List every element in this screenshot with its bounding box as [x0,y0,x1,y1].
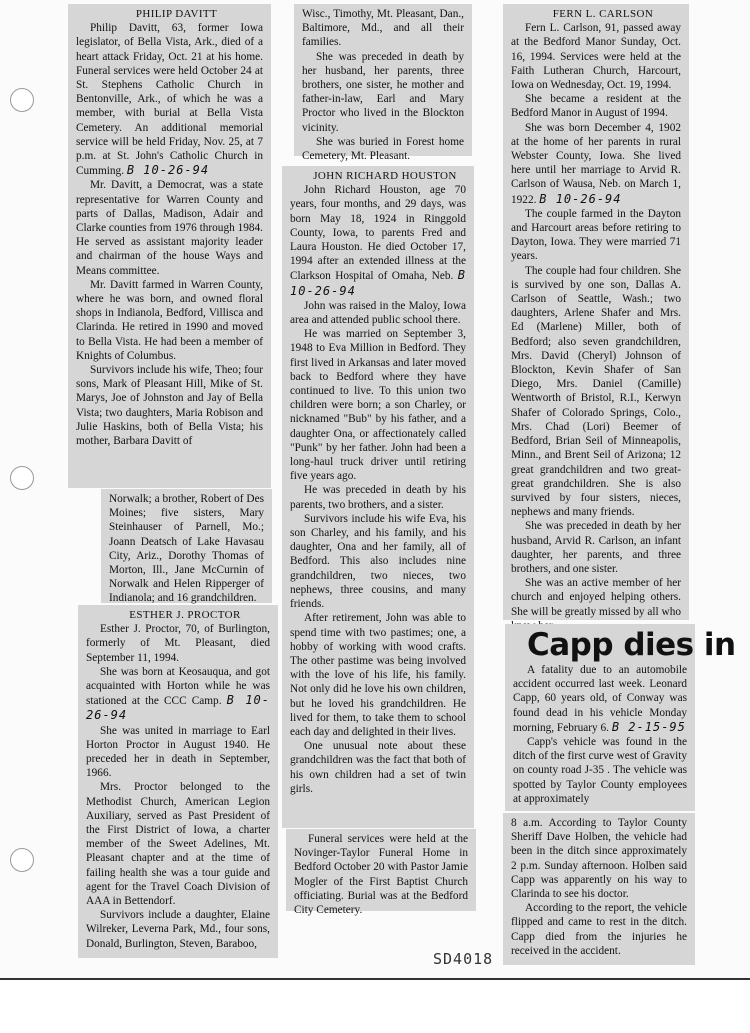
obituary-paragraph: He was preceded in death by his parents, two brothers, and a sister. [290,484,466,511]
obituary-paragraph: Survivors include a daughter, Elaine Wilreker, Leverna Park, Md., four sons, Donald, Burlington, Steven, Baraboo, [86,909,270,950]
binder-hole-bottom [10,848,34,872]
obituary-paragraph: John was raised in the Maloy, Iowa area and attended public school there. [290,299,466,327]
obituary-paragraph: Mrs. Proctor belonged to the Methodist Church, American Legion Auxiliary, served as Past President of the First District of Iowa, a charter member of the Sweet Adelines, Mt. Pleasant chapter and at the time of failing health she was a tour guide and agent for the Travel Coach Division of AAA in Bettendorf. [86,781,270,908]
handwritten-date: B 10-26-94 [539,191,622,206]
paragraph-text: Philip Davitt, 63, former Iowa legislator, of Bella Vista, Ark., died of a heart attack Friday, Oct. 21 at his home. Funeral services were held October 24 at St. Stephens Catholic Church in Bentonville, Ark., of which he was a member, with burial at Bella Vista Cemetery. An additional memorial service will be held Friday, Nov. 25, at 7 p.m. at St. John's Catholic Church in Cumming. [76,22,263,178]
article-paragraph [513,663,687,735]
obituary-headline: FERN L. CARLSON [552,8,654,20]
handwritten-date: B 2-15-95 [611,719,686,734]
article-paragraph: Capp's vehicle was found in the ditch of the first curve west of Gravity on county road J-35 . The vehicle was spotted by Taylor County employees at approximately [513,736,687,805]
obituary-paragraph: Esther J. Proctor, 70, of Burlington, formerly of Mt. Pleasant, died September 11, 1994. [86,623,270,664]
obituary-paragraph: Mr. Davitt, a Democrat, was a state representative for Warren County and parts of Dallas, Madison, Adair and Clarke counties from 1976 through 1984. He served as assistant majority leader and chairman of the house Ways and Means committee. [76,179,263,277]
obituary-paragraph: After retirement, John was able to spend time with two pastimes; one, a hobby of working with wood crafts. The other pastime was being involved with the love of his life, his family. Not only did he love his own children, but he loved his grandchildren. He lived for them, to take them to school each day and delighted in their lives. [290,612,466,738]
obituary-paragraph: Norwalk; a brother, Robert of Des Moines; five sisters, Mary Steinhauser of Parnell, Mo.; Joann Deatsch of Lake Havasau City, Ariz., Dorothy Thomas of Morton, Ill., Jane McCurnin of Norwalk and Helen Ripperger of Indianola; and 16 grandchildren. [109,493,264,605]
article-paragraph: According to the report, the vehicle flipped and came to rest in the ditch. Capp died from the injuries he received in the accident. [511,902,687,957]
paragraph-text: She was born December 4, 1902 at the home of her parents in rural Webster County, Iowa. She lived here until her marriage to Arvid R. Carlson of Wausa, Neb. on March 1, 1922. [511,121,681,206]
obituary-paragraph: She became a resident at the Bedford Manor in August of 1994. [511,93,681,120]
obituary-paragraph: The couple had four children. She is survived by one son, Dallas A. Carlson of Seattle, Wash.; two daughters, Arlene Shafer and Mrs. Ed (Marlene) Miller, both of Bedford; also seven grandchildren, Mrs. David (Cheryl) Johnson of Blockton, Kevin Shafer of San Diego, Mrs. Daniel (Camille) Wentworth of Bristol, R.I., Kerwyn Shafer of Colorado Springs, Colo., Mrs. Chad (Lori) Beemer of Bedford, Brian Seil of Minneapolis, Minn., and Brent Seil of Arizona; 12 great grandchildren and two great-great grandchildren. She is also survived by four sisters, nieces, nephews and many friends. [511,264,681,519]
obituary-paragraph: Survivors include his wife, Theo; four sons, Mark of Pleasant Hill, Mike of St. Marys, Joe of Johnston and Jay of Bella Vista; two daughters, Maria Robison and Julie Haskins, both of Bella Vista; his mother, Barbara Davitt of [76,364,263,448]
page-bottom-edge [0,978,750,980]
obituary-paragraph: Survivors include his wife Eva, his son Charley, and his family, and his daughter, Ona and her family, all of Bedford. This also includes nine grandchildren, two nieces, two nephews, three cousins, and many friends. [290,512,466,611]
obituary-paragraph: The couple farmed in the Dayton and Harcourt areas before retiring to Dayton, Iowa. They were married 71 years. [511,207,681,263]
obituary-john-houston [282,166,474,828]
obituary-john-houston-continued [286,829,476,917]
obituary-paragraph [76,21,263,178]
paragraph-text: John Richard Houston, age 70 years, four months, and 29 days, was born May 18, 1924 in Ringgold County, Iowa, to parents Fred and Laura Houston. He died October 17, 1994 after an extended illness at the Clarkson Hospital of Omaha, Neb. [290,184,466,283]
article-headline: Capp dies in [527,627,736,663]
obituary-paragraph: She was preceded in death by her husband, her parents, three brothers, one sister, he mother and father-in-law, Earl and Mary Proctor who lived in the Blockton vicinity. [302,50,464,134]
obituary-esther-proctor-continued [294,4,472,163]
obituary-paragraph: Fern L. Carlson, 91, passed away at the Bedford Manor Sunday, Oct. 16, 1994. Services were held at the Faith Lutheran Church, Harcourt, Iowa on Wednesday, Oct. 19, 1994. [511,22,681,92]
handwritten-date: B 10-26-94 [290,268,466,298]
obituary-paragraph: She was buried in Forest home Cemetery, Mt. Pleasant. [302,135,464,163]
binder-hole-middle [10,466,34,490]
obituary-paragraph: He was married on September 3, 1948 to Eva Million in Bedford. They first lived in Arkansas and later moved back to Bedford where they have continued to live. To this union two children were born; a son Charley, or nicknamed "Bub" by his father, and a daughter Ona, or affectionately called "Punk" by her father. John had been a long-haul truck driver until retiring five years ago. [290,328,466,483]
obituary-paragraph: Funeral services were held at the Novinger-Taylor Funeral Home in Bedford October 20 with Pastor Jamie Mogler of the First Baptist Church officiating. Burial was at the Bedford City Cemetery. [294,833,468,917]
obituary-headline: ESTHER J. PROCTOR [129,609,241,621]
obituary-paragraph [86,665,270,724]
obituary-paragraph: She was preceded in death by her husband, Arvid R. Carlson, an infant daughter, her parents, and three brothers, and one sister. [511,520,681,575]
obituary-paragraph: Wisc., Timothy, Mt. Pleasant, Dan., Baltimore, Md., and all their families. [302,8,464,49]
paragraph-text: A fatality due to an automobile accident occurred last week. Leonard Capp, 60 years old, of Conway was found dead in his vehicle Monday morning, February 6. [513,664,687,734]
handwritten-date: B 10-26-94 [126,163,210,178]
obituary-headline: PHILIP DAVITT [135,8,218,20]
obituary-philip-davitt-continued [101,489,272,603]
binder-hole-top [10,88,34,112]
obituary-paragraph: She was united in marriage to Earl Horton Proctor in August 1940. He preceded her in death in September, 1966. [86,724,270,780]
obituary-headline: JOHN RICHARD HOUSTON [313,170,457,182]
obituary-paragraph: She was an active member of her church and enjoyed helping others. She will be greatly missed by all who [511,577,681,618]
article-paragraph: 8 a.m. According to Taylor County Sheriff Dave Holben, the vehicle had been in the ditch since approximately 2 p.m. Sunday afternoon. Holben said Capp was apparently on his way to Clarinda to see his doctor. [511,817,687,901]
archive-number: SD4018 [433,950,494,968]
obituary-paragraph: One unusual note about these grandchildren was the fact that both of his own children had a set of twin girls. [290,740,466,795]
obituary-paragraph: Mr. Davitt farmed in Warren County, where he was born, and owned floral shops in Indianola, Bedford, Villisca and Clarinda. He retired in 1990 and moved to Bella Vista. He had been a member of Knights of Columbus. [76,278,263,362]
obituary-esther-proctor [78,605,278,958]
obituary-philip-davitt [68,4,271,488]
handwritten-date: B 10-26-94 [86,693,270,723]
obituary-paragraph [511,121,681,207]
article-capp-dies-continued [503,813,695,965]
paragraph-text: She was born at Keosauqua, and got acquainted with Horton while he was stationed at the CCC Camp. [86,665,270,708]
obituary-fern-carlson [503,4,689,620]
article-capp-dies [505,624,736,811]
obituary-paragraph [290,183,466,299]
